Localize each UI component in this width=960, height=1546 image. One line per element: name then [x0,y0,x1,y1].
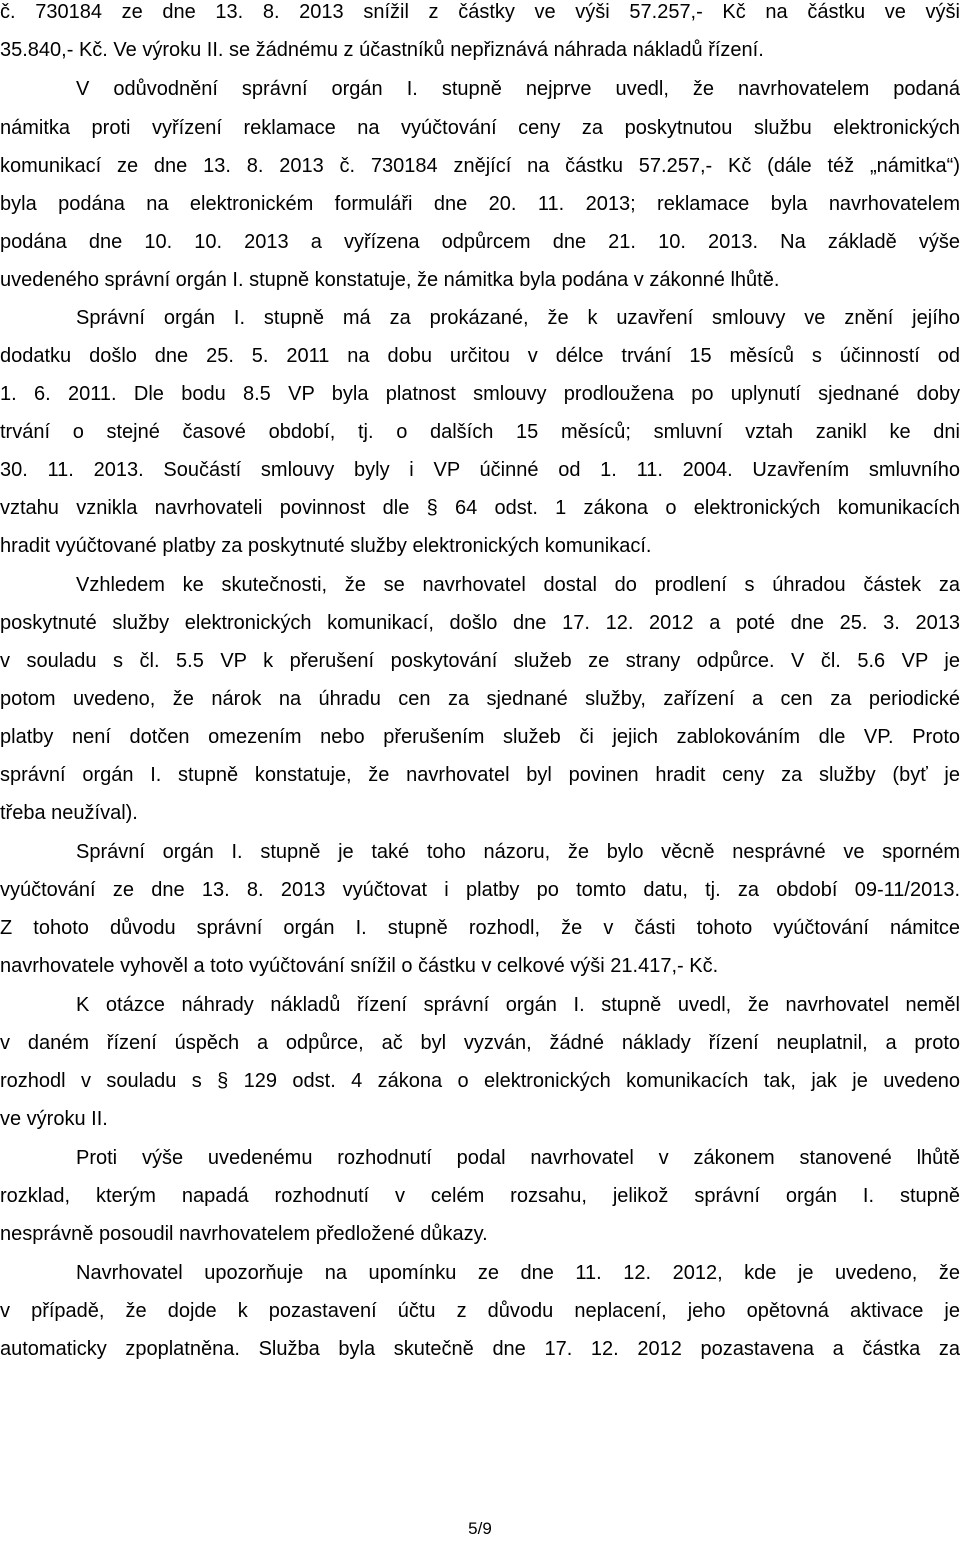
text-line: uvedeného správní orgán I. stupně konstatuje, že námitka byla podána v zákonné lhůtě. [0,269,780,291]
text-line: 35.840,- Kč. Ve výroku II. se žádnému z účastníků nepřiznává náhrada nákladů řízení. [0,39,764,61]
text-line: K otázce náhrady nákladů řízení správní orgán I. stupně uvedl, že navrhovatel neměl [76,994,960,1016]
text-line: správní orgán I. stupně konstatuje, že navrhovatel byl povinen hradit ceny za služby (byť je [0,764,960,786]
text-line: podána dne 10. 10. 2013 a vyřízena odpůrcem dne 21. 10. 2013. Na základě výše [0,231,960,253]
text-line: Správní orgán I. stupně je také toho názoru, že bylo věcně nesprávné ve sporném [76,841,960,863]
text-line: Správní orgán I. stupně má za prokázané, že k uzavření smlouvy ve znění jejího [76,307,960,329]
text-line: v případě, že dojde k pozastavení účtu z důvodu neplacení, jeho opětovná aktivace je [0,1300,960,1322]
text-line: automaticky zpoplatněna. Služba byla skutečně dne 17. 12. 2012 pozastavena a částka za [0,1338,960,1360]
text-line: platby není dotčen omezením nebo přerušením služeb či jejich zablokováním dle VP. Proto [0,726,960,748]
text-line: hradit vyúčtované platby za poskytnuté služby elektronických komunikací. [0,535,652,557]
text-line: V odůvodnění správní orgán I. stupně nejprve uvedl, že navrhovatelem podaná [76,78,960,100]
text-line: Vzhledem ke skutečnosti, že se navrhovatel dostal do prodlení s úhradou částek za [76,574,960,596]
text-line: byla podána na elektronickém formuláři dne 20. 11. 2013; reklamace byla navrhovatelem [0,193,960,215]
text-line: v souladu s čl. 5.5 VP k přerušení poskytování služeb ze strany odpůrce. V čl. 5.6 VP je [0,650,960,672]
text-line: potom uvedeno, že nárok na úhradu cen za sjednané služby, zařízení a cen za periodické [0,688,960,710]
text-line: 30. 11. 2013. Součástí smlouvy byly i VP účinné od 1. 11. 2004. Uzavřením smluvního [0,459,960,481]
text-line: vztahu vznikla navrhovateli povinnost dle § 64 odst. 1 zákona o elektronických komunikacích [0,497,960,519]
text-line: č. 730184 ze dne 13. 8. 2013 snížil z částky ve výši 57.257,- Kč na částku ve výši [0,1,960,23]
text-line: trvání o stejné časové období, tj. o dalších 15 měsíců; smluvní vztah zanikl ke dni [0,421,960,443]
text-line: Proti výše uvedenému rozhodnutí podal navrhovatel v zákonem stanovené lhůtě [76,1147,960,1169]
text-line: rozklad, kterým napadá rozhodnutí v celém rozsahu, jelikož správní orgán I. stupně [0,1185,960,1207]
text-line: poskytnuté služby elektronických komunikací, došlo dne 17. 12. 2012 a poté dne 25. 3. 2013 [0,612,960,634]
text-line: vyúčtování ze dne 13. 8. 2013 vyúčtovat i platby po tomto datu, tj. za období 09-11/2013. [0,879,960,901]
text-line: komunikací ze dne 13. 8. 2013 č. 730184 znějící na částku 57.257,- Kč (dále též „námitka“) [0,155,960,177]
text-line: dodatku došlo dne 25. 5. 2011 na dobu určitou v délce trvání 15 měsíců s účinností od [0,345,960,367]
text-line: rozhodl v souladu s § 129 odst. 4 zákona o elektronických komunikacích tak, jak je uvedeno [0,1070,960,1092]
text-line: Navrhovatel upozorňuje na upomínku ze dne 11. 12. 2012, kde je uvedeno, že [76,1262,960,1284]
text-line: ve výroku II. [0,1108,108,1130]
text-line: třeba neužíval). [0,802,138,824]
text-line: v daném řízení úspěch a odpůrce, ač byl vyzván, žádné náklady řízení neuplatnil, a proto [0,1032,960,1054]
page-number: 5/9 [468,1519,492,1538]
text-line: Z tohoto důvodu správní orgán I. stupně rozhodl, že v části tohoto vyúčtování námitce [0,917,960,939]
text-line: navrhovatele vyhověl a toto vyúčtování snížil o částku v celkové výši 21.417,- Kč. [0,955,719,977]
text-line: námitka proti vyřízení reklamace na vyúčtování ceny za poskytnutou službu elektronických [0,117,960,139]
text-line: 1. 6. 2011. Dle bodu 8.5 VP byla platnost smlouvy prodloužena po uplynutí sjednané doby [0,383,960,405]
text-line: nesprávně posoudil navrhovatelem předložené důkazy. [0,1223,488,1245]
